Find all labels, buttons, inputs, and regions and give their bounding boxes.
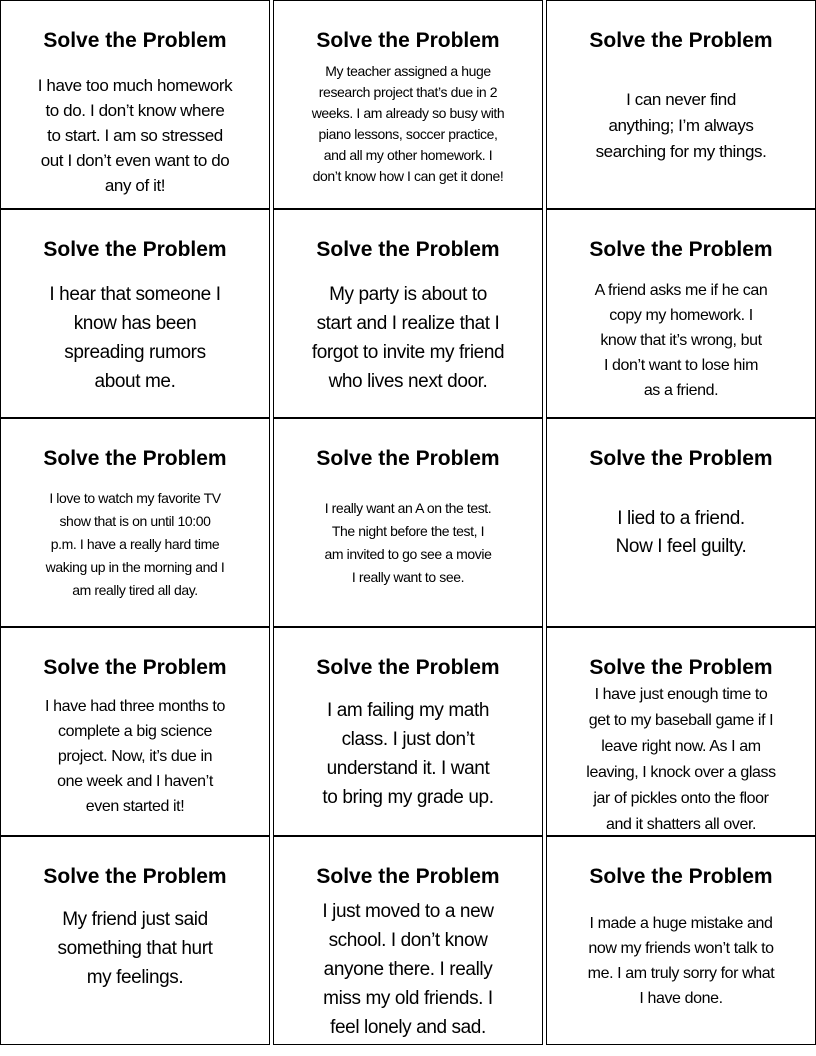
problem-card	[546, 836, 816, 1045]
problem-card	[273, 836, 543, 1045]
card-text: I lied to a friend. Now I feel guilty.	[615, 508, 747, 557]
card-text: A friend asks me if he can copy my homework. I know that it’s wrong, but I don’t want to lose him as a friend.	[594, 282, 768, 399]
card-title: Solve the Problem	[589, 656, 773, 679]
card-title: Solve the Problem	[43, 865, 227, 888]
problem-card	[546, 0, 816, 209]
problem-card	[546, 209, 816, 418]
card-title: Solve the Problem	[316, 29, 500, 52]
card-title: Solve the Problem	[589, 447, 773, 470]
card-title: Solve the Problem	[43, 29, 227, 52]
problem-card	[0, 627, 270, 836]
card-text: I hear that someone I know has been spreading rumors about me.	[49, 284, 221, 392]
problem-card	[273, 0, 543, 209]
card-text: I made a huge mistake and now my friends won’t talk to me. I am truly sorry for what I have done.	[587, 915, 775, 1007]
card-text: I love to watch my favorite TV show that is on until 10:00 p.m. I have a really hard time waking up in the morning and I am really tired all day.	[45, 490, 225, 598]
card-title: Solve the Problem	[316, 238, 500, 261]
card-title: Solve the Problem	[43, 238, 227, 261]
problem-card	[0, 0, 270, 209]
problem-card	[273, 627, 543, 836]
card-text: My teacher assigned a huge research project that’s due in 2 weeks. I am already so busy with piano lessons, soccer practice, and all my other homework. I don’t know how I can get it done!	[311, 63, 505, 184]
card-title: Solve the Problem	[43, 656, 227, 679]
card-title: Solve the Problem	[589, 29, 773, 52]
problem-card	[273, 418, 543, 627]
problem-card	[0, 418, 270, 627]
card-text: My party is about to start and I realize that I forgot to invite my friend who lives next door.	[311, 284, 505, 392]
card-title: Solve the Problem	[316, 865, 500, 888]
card-text: I have just enough time to get to my baseball game if I leave right now. As I am leaving, I knock over a glass jar of pickles onto the floor and it shatters all over.	[586, 686, 776, 833]
problem-card	[546, 418, 816, 627]
card-text: My friend just said something that hurt my feelings.	[57, 909, 213, 988]
problem-card	[273, 209, 543, 418]
card-text: I really want an A on the test. The night before the test, I am invited to go see a movie I really want to see.	[324, 500, 492, 585]
card-title: Solve the Problem	[316, 656, 500, 679]
card-text: I am failing my math class. I just don’t understand it. I want to bring my grade up.	[322, 700, 494, 808]
card-title: Solve the Problem	[316, 447, 500, 470]
problem-card	[546, 627, 816, 836]
card-text: I have too much homework to do. I don’t know where to start. I am so stressed out I don’t even want to do any of it!	[37, 76, 233, 195]
card-title: Solve the Problem	[589, 865, 773, 888]
card-title: Solve the Problem	[589, 238, 773, 261]
card-text: I just moved to a new school. I don’t know anyone there. I really miss my old friends. I feel lonely and sad.	[322, 901, 494, 1038]
card-text: I have had three months to complete a big science project. Now, it’s due in one week and I haven’t even started it!	[45, 698, 225, 815]
problem-card	[0, 209, 270, 418]
problem-card	[0, 836, 270, 1045]
card-title: Solve the Problem	[43, 447, 227, 470]
card-text: I can never find anything; I’m always searching for my things.	[595, 90, 767, 161]
